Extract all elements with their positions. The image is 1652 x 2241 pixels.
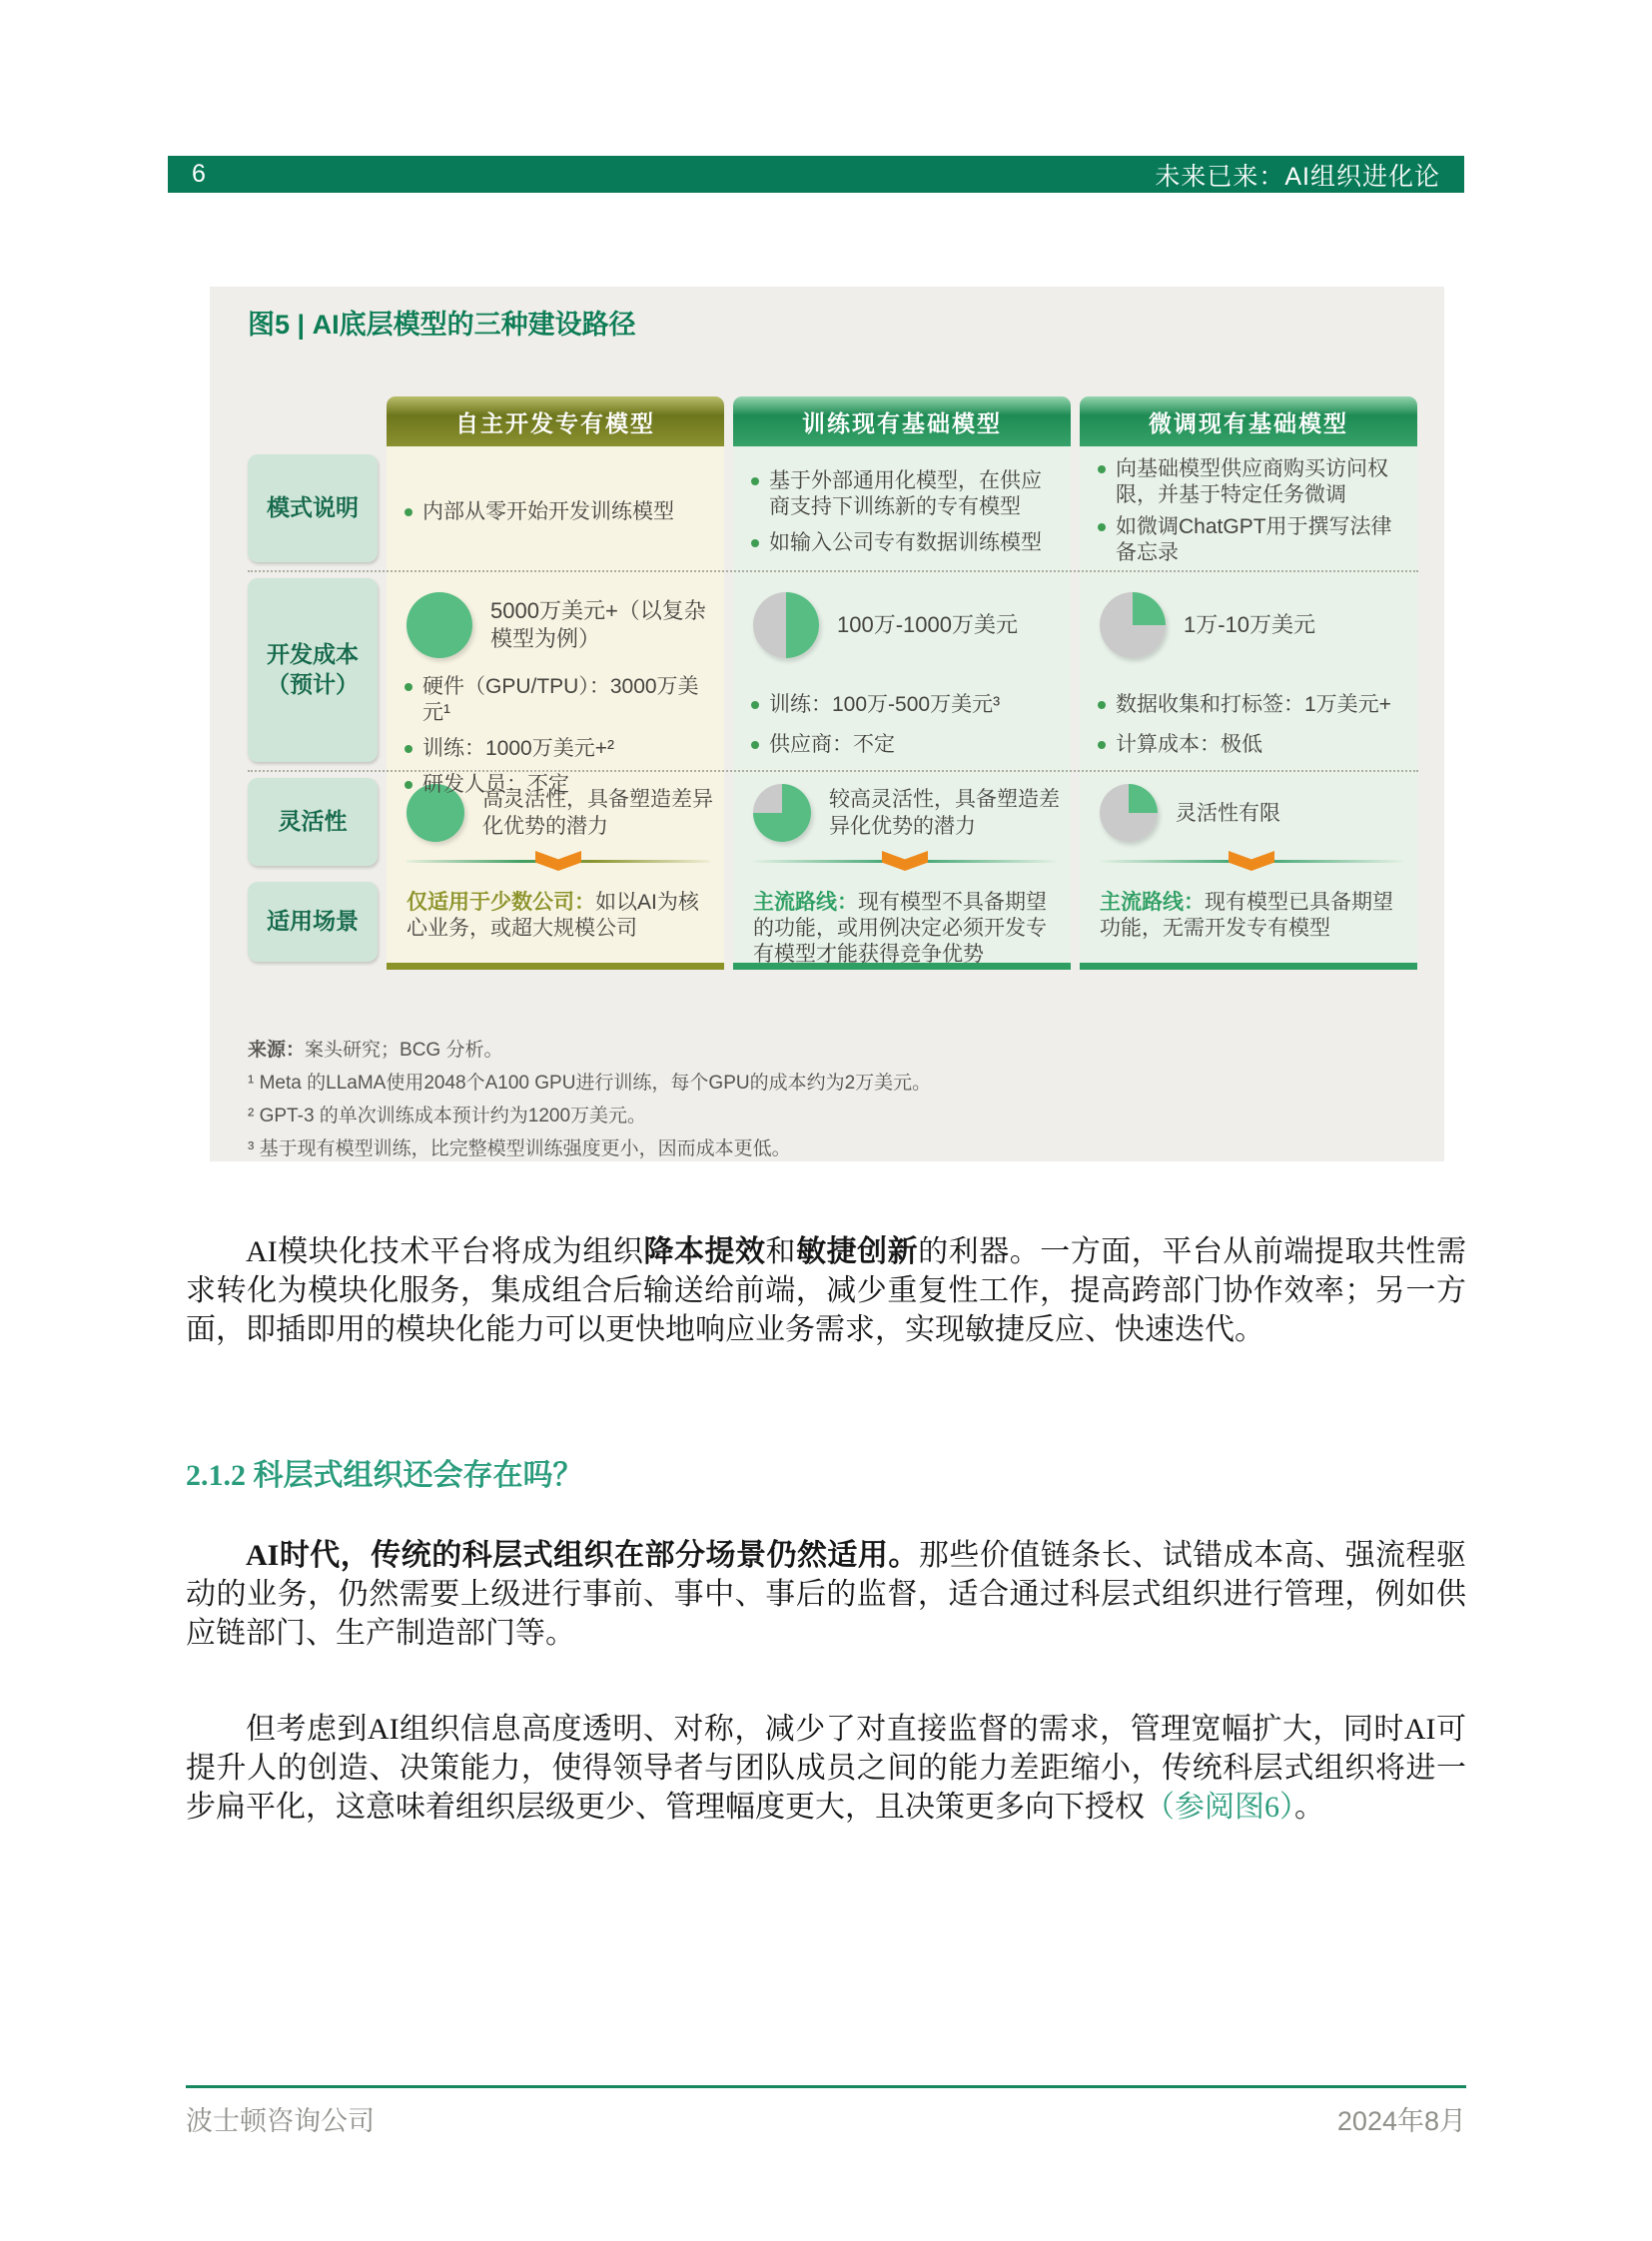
cell-flex-col2 [733, 770, 1071, 874]
footer-company: 波士顿咨询公司 [186, 2106, 375, 2136]
footnote-3: ³ 基于现有模型训练，比完整模型训练强度更小，因而成本更低。 [248, 1138, 791, 1159]
pie-chart [753, 784, 811, 842]
scenario-text: 仅适用于少数公司：如以AI为核心业务，或超大规模公司 [407, 891, 699, 940]
figure-footnotes [248, 1034, 931, 1165]
paragraph-2: AI时代，传统的科层式组织在部分场景仍然适用。那些价值链条长、试错成本高、强流程驱动的业务，仍然需要上级进行事前、事中、事后的监督，适合通过科层式组织进行管理，例如供应链部门、生产制造部门等。 [186, 1539, 1467, 1650]
row-label-scenario: 适用场景 [248, 882, 378, 962]
row-label-cost: 开发成本 （预计） [248, 578, 378, 762]
figure-title: 图5 | AI底层模型的三种建设路径 [248, 310, 636, 340]
figure-6-reference: （参阅图6） [1145, 1791, 1294, 1824]
scenario-lead: 仅适用于少数公司： [407, 891, 595, 914]
pie-label: 5000万美元+（以复杂模型为例） [490, 598, 706, 651]
flexibility-text: 高灵活性，具备塑造差异化优势的潜力 [482, 788, 713, 838]
flexibility-text: 较高灵活性，具备塑造差异化优势的潜力 [829, 788, 1060, 838]
pie-chart [1100, 592, 1166, 658]
column-header-finetune-existing: 微调现有基础模型 [1080, 396, 1417, 446]
cell-cost-col1 [387, 570, 724, 796]
column-header-self-develop: 自主开发专有模型 [387, 396, 724, 446]
page-number: 6 [192, 160, 206, 188]
footnote-source: 来源：案头研究；BCG 分析。 [248, 1040, 503, 1061]
bullet-list [403, 674, 714, 798]
column-header-train-existing: 训练现有基础模型 [733, 396, 1071, 446]
bullet-list [403, 499, 674, 525]
footnote-1: ¹ Meta 的LLaMA使用2048个A100 GPU进行训练，每个GPU的成本约为2万美元。 [248, 1073, 932, 1094]
page-footer [186, 2099, 1466, 2138]
paragraph-3: 但考虑到AI组织信息高度透明、对称，减少了对直接监督的需求，管理宽幅扩大，同时AI可提升人的创造、决策能力，使得领导者与团队成员之间的能力差距缩小，传统科层式组织将进一步扁平化，这意味着组织层级更少、管理幅度更大，且决策更多向下授权（参阅图6）。 [186, 1713, 1466, 1824]
bullet-item: 如微调ChatGPT用于撰写法律备忘录 [1096, 514, 1407, 566]
pie-chart [1100, 784, 1158, 842]
flex-axis-line [407, 850, 710, 872]
bullet-list [1096, 692, 1407, 758]
bullet-list [749, 692, 1061, 758]
cell-mode-col3 [1080, 446, 1417, 570]
bullet-item: 内部从零开始开发训练模型 [403, 499, 674, 525]
chevron-down-icon [882, 851, 928, 871]
cell-cost-col2 [733, 570, 1071, 770]
cell-mode-col1 [387, 446, 724, 570]
flexibility-text: 灵活性有限 [1176, 801, 1280, 825]
cell-mode-col2 [733, 446, 1071, 570]
table-corner-spacer [248, 396, 378, 446]
bullet-item: 硬件（GPU/TPU）：3000万美元¹ [403, 674, 714, 726]
page-header-bar [168, 156, 1464, 193]
pie-chart [407, 592, 472, 658]
pie-label: 100万-1000万美元 [837, 612, 1018, 637]
bullet-list [1096, 456, 1407, 566]
footnote-2: ² GPT-3 的单次训练成本预计约为1200万美元。 [248, 1106, 647, 1126]
scenario-lead: 主流路线： [753, 891, 858, 914]
bullet-item: 数据收集和打标签：1万美元+ [1096, 692, 1407, 718]
flex-axis-line [1100, 850, 1403, 872]
bullet-item: 研发人员：不定 [403, 772, 714, 798]
flex-pie-row [753, 784, 1061, 842]
scenario-text: 主流路线：现有模型已具备期望功能，无需开发专有模型 [1100, 891, 1393, 940]
scenario-text: 主流路线：现有模型不具备期望的功能，或用例决定必须开发专有模型才能获得竞争优势 [753, 891, 1047, 966]
cell-cost-col3 [1080, 570, 1417, 770]
figure-5-panel [210, 287, 1444, 1161]
flex-axis-line [753, 850, 1057, 872]
bullet-item: 如输入公司专有数据训练模型 [749, 530, 1061, 556]
row-label-flexibility: 灵活性 [248, 778, 378, 866]
flex-pie-row [1100, 784, 1407, 842]
footer-date: 2024年8月 [1336, 2106, 1466, 2136]
chevron-down-icon [1229, 851, 1274, 871]
cost-pie-row [407, 592, 714, 658]
scenario-lead: 主流路线： [1100, 891, 1205, 914]
bullet-item: 供应商：不定 [749, 732, 1061, 758]
document-title: 未来已来：AI组织进化论 [1155, 162, 1440, 191]
bullet-item: 向基础模型供应商购买访问权限，并基于特定任务微调 [1096, 456, 1407, 508]
cost-pie-row [1100, 592, 1407, 658]
dotted-separator [248, 770, 1418, 772]
bullet-item: 训练：1000万美元+² [403, 736, 714, 762]
dotted-separator [248, 570, 1418, 572]
figure-table [248, 396, 1418, 970]
bullet-item: 训练：100万-500万美元³ [749, 692, 1061, 718]
chevron-down-icon [535, 851, 581, 871]
section-heading-2-1-2: 2.1.2 科层式组织还会存在吗？ [186, 1459, 583, 1492]
paragraph-1: AI模块化技术平台将成为组织降本提效和敏捷创新的利器。一方面，平台从前端提取共性需求转化为模块化服务，集成组合后输送给前端，减少重复性工作，提高跨部门协作效率；另一方面，即插即用的模块化能力可以更快地响应业务需求，实现敏捷反应、快速迭代。 [186, 1235, 1467, 1346]
pie-chart [753, 592, 819, 658]
cell-scene-col1 [387, 874, 724, 970]
cell-scene-col2 [733, 874, 1071, 970]
cell-flex-col3 [1080, 770, 1417, 874]
row-label-mode: 模式说明 [248, 454, 378, 562]
bullet-item: 基于外部通用化模型，在供应商支持下训练新的专有模型 [749, 468, 1061, 520]
pie-label: 1万-10万美元 [1184, 612, 1316, 637]
footer-divider [186, 2085, 1466, 2088]
bullet-item: 计算成本：极低 [1096, 732, 1407, 758]
bullet-list [749, 468, 1061, 556]
cell-scene-col3 [1080, 874, 1417, 970]
cost-pie-row [753, 592, 1061, 658]
